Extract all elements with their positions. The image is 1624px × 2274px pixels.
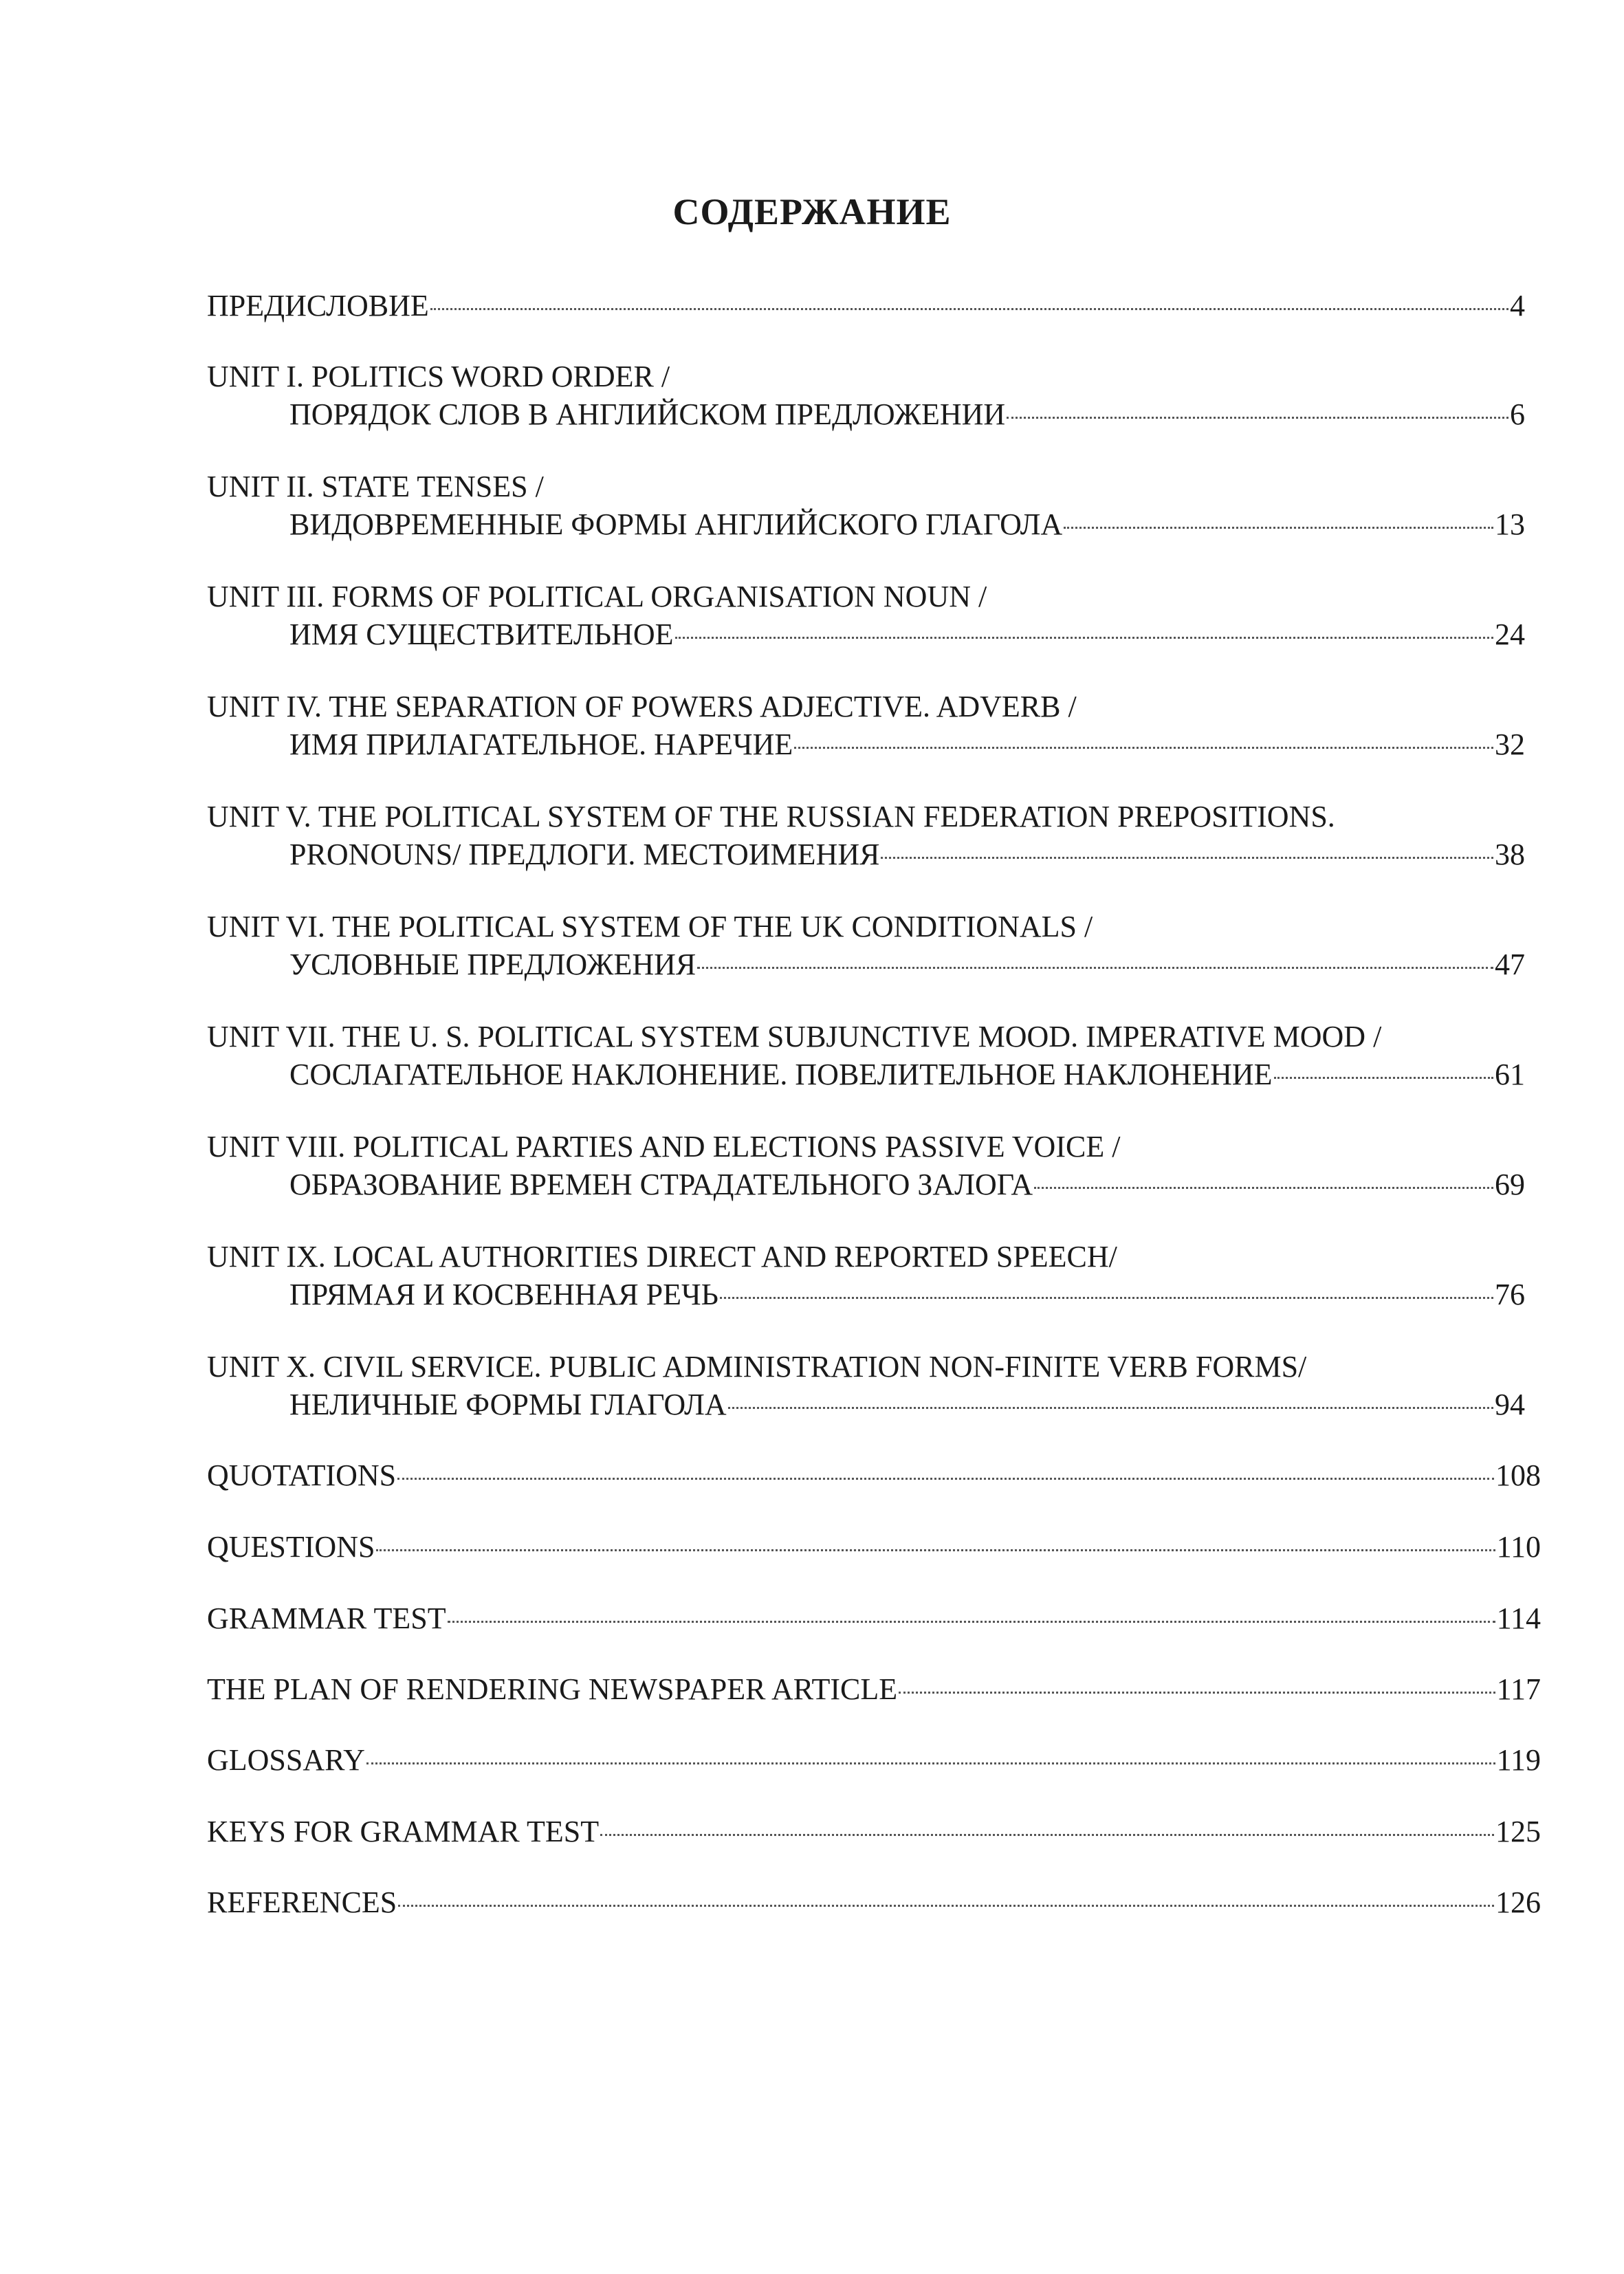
toc-page-number: 110 <box>1496 1530 1541 1564</box>
dot-leader <box>366 1762 1495 1764</box>
toc-page-number: 125 <box>1495 1815 1541 1848</box>
toc-line <box>207 358 670 396</box>
toc-entry-subtitle: ПРЯМАЯ И КОСВЕННАЯ РЕЧЬ <box>289 1278 718 1311</box>
toc-line <box>207 1128 1120 1166</box>
dot-leader <box>794 747 1493 749</box>
toc-page-number: 69 <box>1495 1168 1525 1201</box>
dot-leader <box>397 1478 1494 1480</box>
toc-entry-title: UNIT II. STATE TENSES / <box>207 470 544 503</box>
dot-leader <box>728 1407 1493 1409</box>
toc-page-number: 4 <box>1510 289 1525 322</box>
toc-entry-subtitle: НЕЛИЧНЫЕ ФОРМЫ ГЛАГОЛА <box>289 1388 727 1421</box>
toc-line <box>207 688 1077 726</box>
toc-entry-title: QUESTIONS <box>207 1530 375 1564</box>
dot-leader <box>720 1297 1493 1299</box>
toc-page-number: 117 <box>1496 1672 1541 1706</box>
toc-page-number: 32 <box>1495 728 1525 761</box>
toc-page-number: 13 <box>1495 507 1525 541</box>
toc-line <box>207 1883 1541 1922</box>
toc-entry-subtitle: СОСЛАГАТЕЛЬНОЕ НАКЛОНЕНИЕ. ПОВЕЛИТЕЛЬНОЕ НАКЛОНЕНИЕ <box>289 1058 1273 1091</box>
toc-entry-title: UNIT I. POLITICS WORD ORDER / <box>207 360 670 393</box>
toc-page-number: 38 <box>1495 838 1525 871</box>
dot-leader <box>600 1834 1494 1836</box>
toc-entry-title: UNIT VI. THE POLITICAL SYSTEM OF THE UK CONDITIONALS / <box>207 910 1093 943</box>
toc-page-number: 61 <box>1495 1058 1525 1091</box>
toc-entry-title: REFERENCES <box>207 1885 397 1919</box>
toc-page-number: 76 <box>1495 1278 1525 1311</box>
toc-line <box>207 578 987 616</box>
toc-entry-title: QUOTATIONS <box>207 1458 397 1492</box>
toc-line <box>207 1456 1541 1495</box>
toc-line-continued <box>289 1166 1525 1204</box>
toc-line <box>207 1599 1541 1638</box>
toc-line <box>207 468 544 506</box>
toc-entry-title: UNIT VIII. POLITICAL PARTIES AND ELECTIONS PASSIVE VOICE / <box>207 1130 1121 1163</box>
toc-line <box>207 908 1093 946</box>
toc-entry-title: ПРЕДИСЛОВИЕ <box>207 289 429 322</box>
toc-entry-title: UNIT III. FORMS OF POLITICAL ORGANISATION NOUN / <box>207 580 987 613</box>
toc-page-number: 24 <box>1495 617 1525 651</box>
dot-leader <box>398 1905 1494 1907</box>
toc-entry-title: UNIT IV. THE SEPARATION OF POWERS ADJECTIVE. ADVERB / <box>207 690 1077 723</box>
toc-entry-subtitle: ПОРЯДОК СЛОВ В АНГЛИЙСКОМ ПРЕДЛОЖЕНИИ <box>289 397 1006 431</box>
dot-leader <box>881 857 1493 859</box>
toc-entry-title: UNIT VII. THE U. S. POLITICAL SYSTEM SUBJUNCTIVE MOOD. IMPERATIVE MOOD / <box>207 1020 1382 1053</box>
dot-leader <box>899 1692 1495 1694</box>
dot-leader <box>376 1549 1495 1551</box>
toc-line <box>207 1528 1541 1566</box>
dot-leader <box>1064 527 1493 529</box>
toc-entry-title: GLOSSARY <box>207 1743 365 1777</box>
toc-line <box>207 798 1335 836</box>
toc-page-number: 126 <box>1495 1885 1541 1919</box>
toc-line-continued <box>289 1276 1525 1314</box>
toc-line-continued <box>289 395 1525 434</box>
toc-line <box>207 287 1525 325</box>
toc-page-number: 108 <box>1495 1458 1541 1492</box>
toc-entry-subtitle: ОБРАЗОВАНИЕ ВРЕМЕН СТРАДАТЕЛЬНОГО ЗАЛОГА <box>289 1168 1033 1201</box>
dot-leader <box>430 308 1508 310</box>
toc-line <box>207 1018 1381 1056</box>
toc-entry-subtitle: PRONOUNS/ ПРЕДЛОГИ. МЕСТОИМЕНИЯ <box>289 838 880 871</box>
toc-entry-subtitle: ИМЯ СУЩЕСТВИТЕЛЬНОЕ <box>289 617 674 651</box>
page-title: СОДЕРЖАНИЕ <box>672 191 952 232</box>
toc-entry-title: UNIT V. THE POLITICAL SYSTEM OF THE RUSSIAN FEDERATION PREPOSITIONS. <box>207 800 1335 833</box>
toc-entry-title: GRAMMAR TEST <box>207 1601 446 1635</box>
dot-leader <box>675 637 1494 639</box>
toc-page-number: 119 <box>1496 1743 1541 1777</box>
toc-line-continued <box>289 725 1525 764</box>
toc-entry-title: KEYS FOR GRAMMAR TEST <box>207 1815 600 1848</box>
toc-entry-subtitle: ИМЯ ПРИЛАГАТЕЛЬНОЕ. НАРЕЧИЕ <box>289 728 793 761</box>
dot-leader <box>1274 1077 1493 1079</box>
dot-leader <box>1034 1187 1493 1189</box>
dot-leader <box>1007 417 1508 419</box>
toc-line <box>207 1348 1306 1386</box>
toc-line <box>207 1670 1541 1709</box>
toc-line-continued <box>289 615 1525 654</box>
toc-line <box>207 1813 1541 1851</box>
toc-line <box>207 1741 1541 1780</box>
toc-page-number: 47 <box>1495 948 1525 981</box>
toc-entry-title: THE PLAN OF RENDERING NEWSPAPER ARTICLE <box>207 1672 898 1706</box>
toc-entry-title: UNIT IX. LOCAL AUTHORITIES DIRECT AND REPORTED SPEECH/ <box>207 1240 1117 1273</box>
toc-line-continued <box>289 835 1525 874</box>
toc-line-continued <box>289 945 1525 984</box>
toc-entry-subtitle: ВИДОВРЕМЕННЫЕ ФОРМЫ АНГЛИЙСКОГО ГЛАГОЛА <box>289 507 1063 541</box>
toc-entry-subtitle: УСЛОВНЫЕ ПРЕДЛОЖЕНИЯ <box>289 948 696 981</box>
toc-line-continued <box>289 1386 1525 1424</box>
toc-page-number: 6 <box>1510 397 1525 431</box>
dot-leader <box>448 1621 1495 1623</box>
toc-entry-title: UNIT X. CIVIL SERVICE. PUBLIC ADMINISTRATION NON-FINITE VERB FORMS/ <box>207 1350 1307 1384</box>
toc-page-number: 94 <box>1495 1388 1525 1421</box>
toc-line-continued <box>289 1056 1525 1094</box>
toc-line <box>207 1238 1117 1276</box>
toc-page-number: 114 <box>1496 1601 1541 1635</box>
dot-leader <box>697 967 1493 969</box>
toc-line-continued <box>289 505 1525 544</box>
